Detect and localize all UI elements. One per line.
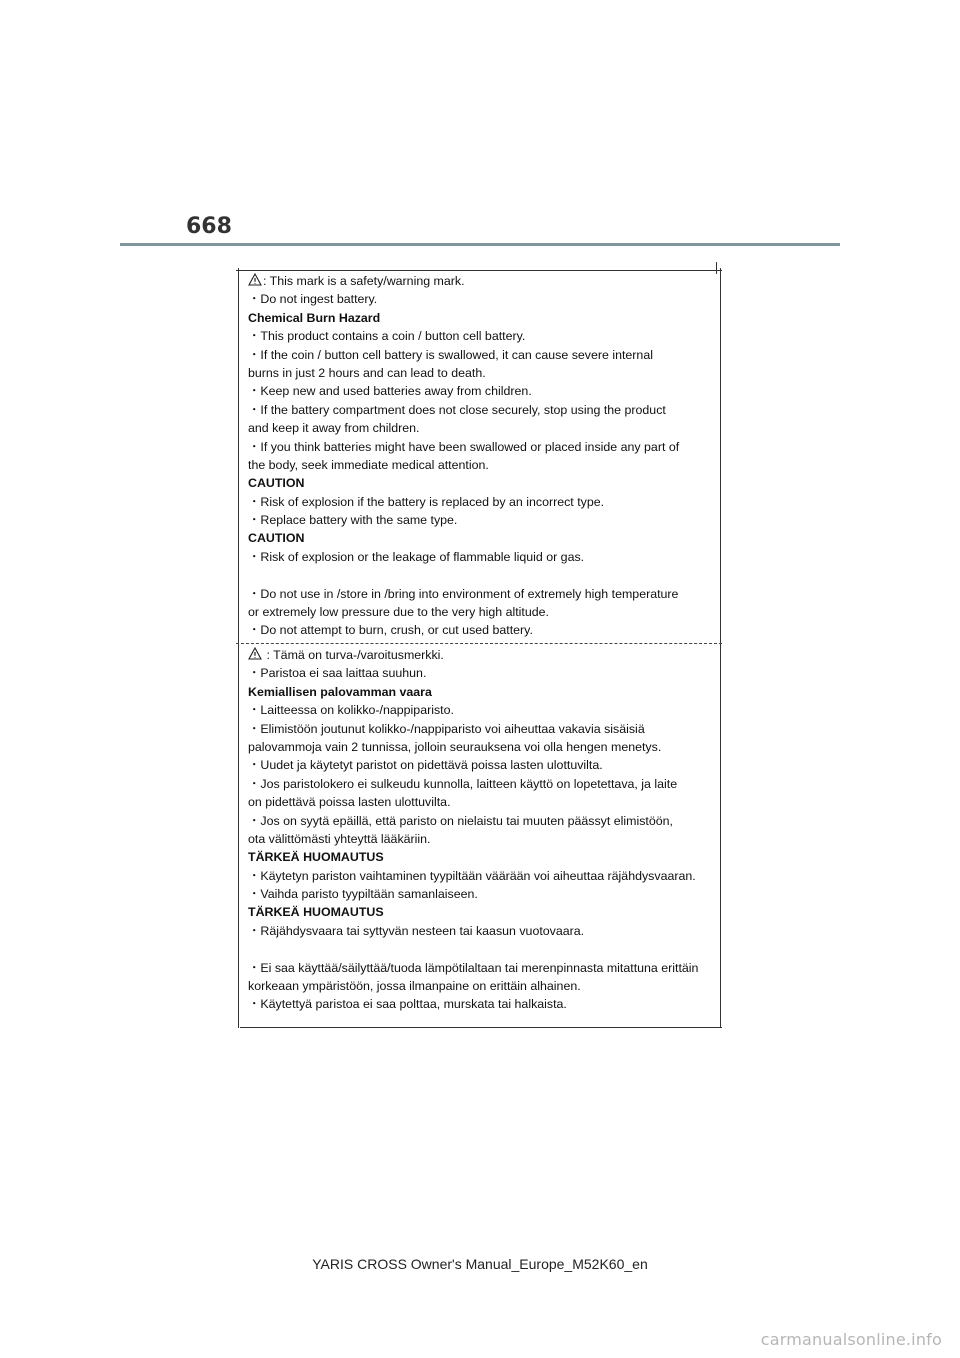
finnish-warning-section: [248, 646, 714, 1014]
warning-line: [248, 290, 714, 308]
warning-line: [248, 585, 714, 603]
section-heading: [248, 529, 714, 547]
warning-line: [248, 364, 714, 382]
line-text: ・Replace battery with the same type.: [248, 513, 458, 528]
line-text: ・Räjähdysvaara tai syttyvän nesteen tai kaasun vuotovaara.: [248, 923, 585, 938]
warning-line: [248, 922, 714, 940]
line-text: ・Do not attempt to burn, crush, or cut used battery.: [248, 623, 533, 638]
line-text: ota välittömästi yhteyttä lääkäriin.: [248, 831, 431, 846]
line-text: CAUTION: [248, 476, 305, 491]
language-divider: [236, 643, 722, 644]
line-text: ・If the coin / button cell battery is swallowed, it can cause severe internal: [248, 347, 653, 362]
line-text: TÄRKEÄ HUOMAUTUS: [248, 850, 384, 865]
warning-line: [248, 493, 714, 511]
line-text: TÄRKEÄ HUOMAUTUS: [248, 905, 384, 920]
line-text: ・Uudet ja käytetyt paristot on pidettävä poissa lasten ulottuvilta.: [248, 758, 603, 773]
warning-line: [248, 419, 714, 437]
line-text: ・Käytettyä paristoa ei saa polttaa, murskata tai halkaista.: [248, 997, 567, 1012]
warning-line: [248, 272, 714, 290]
line-text: ・Risk of explosion or the leakage of flammable liquid or gas.: [248, 549, 585, 564]
section-heading: [248, 683, 714, 701]
header-rule: [120, 243, 840, 246]
page-number: 668: [186, 214, 232, 239]
warning-line: [248, 382, 714, 400]
warning-line: [248, 995, 714, 1013]
line-text: on pidettävä poissa lasten ulottuvilta.: [248, 795, 451, 810]
line-text: Kemiallisen palovamman vaara: [248, 684, 432, 699]
line-text: ・Ei saa käyttää/säilyttää/tuoda lämpötilaltaan tai merenpinnasta mitattuna erittäin: [248, 960, 699, 975]
warning-line: [248, 959, 714, 977]
line-text: the body, seek immediate medical attention.: [248, 457, 489, 472]
line-text: CAUTION: [248, 531, 305, 546]
warning-line: [248, 775, 714, 793]
line-text: ・Jos on syytä epäillä, että paristo on nielaistu tai muuten päässyt elimistöön,: [248, 813, 673, 828]
line-text: or extremely low pressure due to the very high altitude.: [248, 605, 549, 620]
line-text: and keep it away from children.: [248, 421, 420, 436]
watermark: carmanualsonline.info: [760, 1330, 942, 1349]
section-heading: [248, 309, 714, 327]
line-text: palovammoja vain 2 tunnissa, jolloin seurauksena voi olla hengen menetys.: [248, 739, 662, 754]
section-heading: [248, 848, 714, 866]
warning-line: [248, 327, 714, 345]
line-text: ・Do not ingest battery.: [248, 292, 378, 307]
warning-line: [248, 621, 714, 639]
warning-line: [248, 438, 714, 456]
line-text: burns in just 2 hours and can lead to death.: [248, 365, 486, 380]
warning-line: [248, 346, 714, 364]
footer-manual-title: YARIS CROSS Owner's Manual_Europe_M52K60_en: [312, 1256, 648, 1272]
warning-line: [248, 603, 714, 621]
line-text: ・Laitteessa on kolikko-/nappiparisto.: [248, 703, 454, 718]
line-text: ・If the battery compartment does not close securely, stop using the product: [248, 402, 666, 417]
line-text: ・This product contains a coin / button cell battery.: [248, 329, 526, 344]
line-text: ・Käytetyn pariston vaihtaminen tyypiltään väärään voi aiheuttaa räjähdysvaaran.: [248, 868, 696, 883]
line-text: ・Risk of explosion if the battery is replaced by an incorrect type.: [248, 494, 605, 509]
warning-triangle-icon: [248, 273, 262, 286]
warning-line: [248, 756, 714, 774]
section-heading: [248, 903, 714, 921]
line-text: : Tämä on turva-/varoitusmerkki.: [263, 648, 444, 662]
warning-line: [248, 812, 714, 830]
notice-box-bottom-rule: [240, 1027, 722, 1028]
line-text: ・Keep new and used batteries away from children.: [248, 384, 532, 399]
warning-line: [248, 793, 714, 811]
warning-line: [248, 401, 714, 419]
line-text: ・Elimistöön joutunut kolikko-/nappiparisto voi aiheuttaa vakavia sisäisiä: [248, 721, 645, 736]
line-text: ・Do not use in /store in /bring into environment of extremely high temperature: [248, 586, 679, 601]
warning-line: [248, 830, 714, 848]
warning-line: [248, 738, 714, 756]
line-text: Chemical Burn Hazard: [248, 310, 381, 325]
blank-line: [248, 566, 714, 584]
warning-line: [248, 664, 714, 682]
warning-line: [248, 720, 714, 738]
warning-line: [248, 646, 714, 664]
english-warning-section: [248, 272, 714, 640]
warning-line: [248, 867, 714, 885]
notice-box-corner-tick: [716, 262, 717, 274]
line-text: : This mark is a safety/warning mark.: [263, 274, 465, 288]
line-text: ・Jos paristolokero ei sulkeudu kunnolla, laitteen käyttö on lopetettava, ja laite: [248, 776, 678, 791]
warning-triangle-icon: [248, 647, 262, 660]
warning-line: [248, 511, 714, 529]
line-text: ・Vaihda paristo tyypiltään samanlaiseen.: [248, 887, 478, 902]
notice-box-top-rule: [236, 270, 722, 271]
warning-line: [248, 456, 714, 474]
warning-line: [248, 977, 714, 995]
line-text: korkeaan ympäristöön, jossa ilmanpaine on erittäin alhainen.: [248, 979, 581, 994]
line-text: ・If you think batteries might have been swallowed or placed inside any part of: [248, 439, 680, 454]
line-text: ・Paristoa ei saa laittaa suuhun.: [248, 666, 427, 681]
warning-line: [248, 701, 714, 719]
blank-line: [248, 940, 714, 958]
warning-line: [248, 885, 714, 903]
warning-line: [248, 548, 714, 566]
section-heading: [248, 474, 714, 492]
